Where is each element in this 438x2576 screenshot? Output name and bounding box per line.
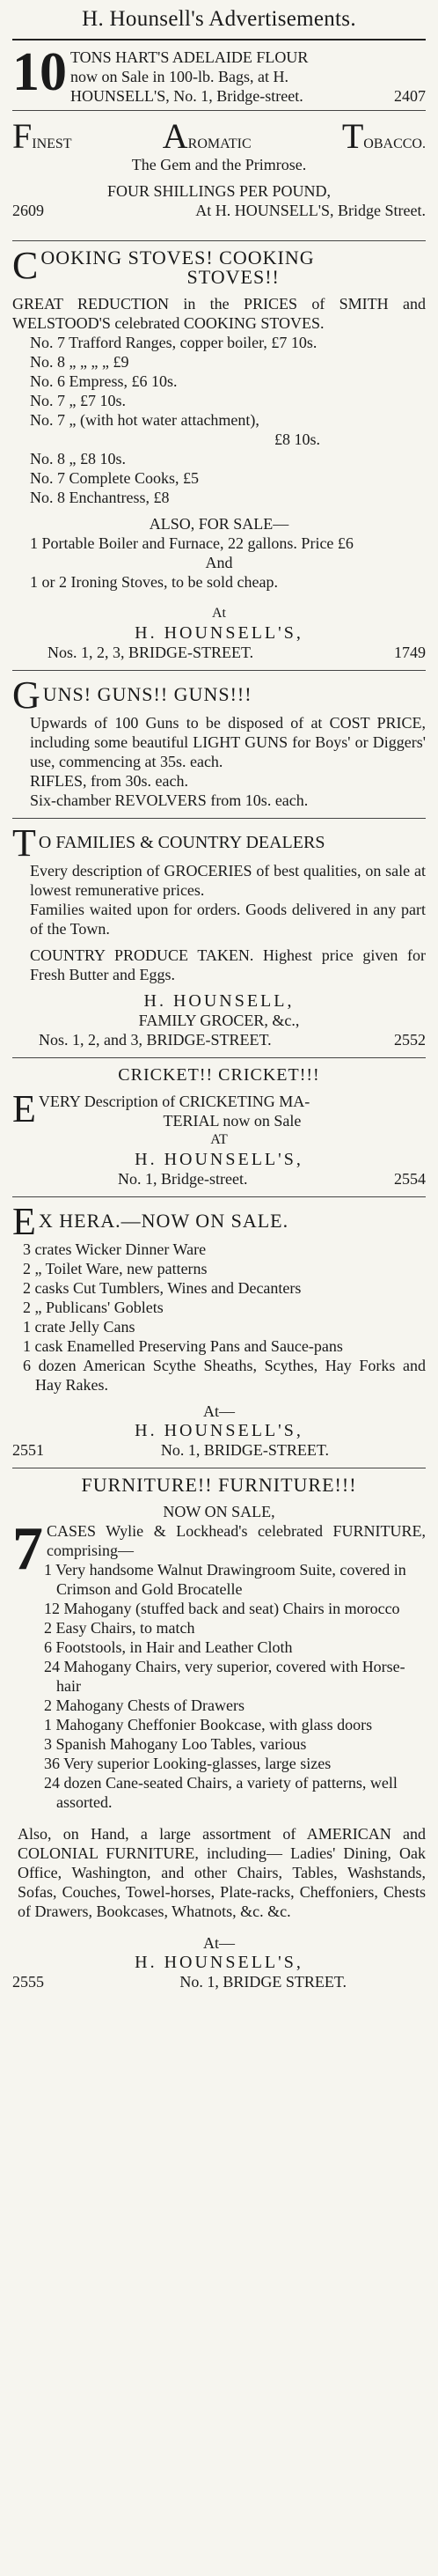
flour-line-3-row <box>70 86 426 106</box>
furniture-item: 12 Mahogany (stuffed back and seat) Chairs in morocco <box>44 1600 400 1617</box>
tobacco-initial-t: T <box>341 116 364 156</box>
cricket-address: No. 1, Bridge-street. <box>118 1170 248 1188</box>
tobacco-initial-f: F <box>12 116 33 156</box>
flour-line-2: now on Sale in 100-lb. Bags, at H. <box>70 68 288 85</box>
cricket-ad <box>12 1058 426 1197</box>
cricket-title: CRICKET!! CRICKET!!! <box>118 1065 320 1085</box>
stoves-item: No. 6 Empress, £6 10s. <box>30 372 178 390</box>
stoves-item: No. 7 Complete Cooks, £5 <box>30 469 199 487</box>
hera-name: H. HOUNSELL'S, <box>135 1421 303 1440</box>
furniture-at: At— <box>203 1934 235 1952</box>
furniture-item: 1 Very handsome Walnut Drawingroom Suite, covered in Crimson and Gold Brocatelle <box>44 1561 406 1598</box>
hera-item: 2 casks Cut Tumblers, Wines and Decanters <box>23 1279 302 1297</box>
families-produce: COUNTRY PRODUCE TAKEN. Highest price given for Fresh Butter and Eggs. <box>30 946 426 983</box>
tobacco-title <box>12 118 426 155</box>
stoves-footer <box>12 643 426 662</box>
flour-line-3: HOUNSELL'S, No. 1, Bridge-street. <box>70 87 303 105</box>
stoves-title-2: STOVES!! <box>186 266 280 288</box>
furniture-item: 36 Very superior Looking-glasses, large sizes <box>44 1755 332 1772</box>
stoves-item: No. 7 „ (with hot water attachment), <box>30 411 259 429</box>
tobacco-word-finest: INEST <box>32 136 72 151</box>
stoves-item: £8 10s. <box>274 431 320 448</box>
stoves-ad-number: 1749 <box>394 644 426 661</box>
cricket-body-1: VERY Description of CRICKETING MA- <box>38 1093 310 1110</box>
families-ad-number: 2552 <box>394 1031 426 1049</box>
stoves-sale-1: 1 Portable Boiler and Furnace, 22 gallons. Price £6 <box>30 534 354 552</box>
stoves-sale-2: 1 or 2 Ironing Stoves, to be sold cheap. <box>30 573 278 591</box>
hera-item: 1 cask Enamelled Preserving Pans and Sauce-pans <box>23 1337 343 1355</box>
hera-item: 2 „ Publicans' Goblets <box>23 1299 164 1316</box>
cricket-footer <box>12 1169 426 1189</box>
furniture-item: 1 Mahogany Cheffonier Bookcase, with glass doors <box>44 1716 373 1733</box>
furniture-also: Also, on Hand, a large assortment of AMERICAN and COLONIAL FURNITURE, including— Ladies' Dining, Oak Office, Washington, and other Chairs, Tables, Washstands, Sofas, Couches, Towel-horses, Plate-racks, Cheffoniers, Chests of Drawers, Bookcases, Whatnots, &c. &c. <box>18 1825 426 1920</box>
hera-item: 6 dozen American Scythe Sheaths, Scythes, Hay Forks and Hay Rakes. <box>23 1357 426 1394</box>
stoves-ad <box>12 241 426 671</box>
stoves-item: No. 7 Trafford Ranges, copper boiler, £7 10s. <box>30 334 318 351</box>
guns-revolvers: Six-chamber REVOLVERS from 10s. each. <box>30 791 309 809</box>
families-title: O FAMILIES & COUNTRY DEALERS <box>38 833 325 852</box>
stoves-item: No. 7 „ £7 10s. <box>30 392 126 409</box>
furniture-ad <box>12 1468 426 1999</box>
furniture-now: NOW ON SALE, <box>163 1503 275 1520</box>
hera-item: 3 crates Wicker Dinner Ware <box>23 1240 207 1258</box>
spacer <box>12 1812 426 1824</box>
hera-address: No. 1, BRIDGE-STREET. <box>160 1441 329 1459</box>
families-drop-letter: T <box>12 821 36 865</box>
stoves-item: No. 8 Enchantress, £8 <box>30 489 170 506</box>
furniture-drop-numeral: 7 <box>12 1515 43 1583</box>
stoves-at: At <box>212 606 226 621</box>
hera-item: 1 crate Jelly Cans <box>23 1318 135 1336</box>
spacer <box>12 174 426 181</box>
tobacco-initial-a: A <box>162 116 188 156</box>
furniture-item: 24 dozen Cane-seated Chairs, a variety of patterns, well assorted. <box>44 1774 398 1811</box>
tobacco-subtitle: The Gem and the Primrose. <box>131 156 307 173</box>
furniture-item: 3 Spanish Mahogany Loo Tables, various <box>44 1735 307 1753</box>
furniture-item: 2 Mahogany Chests of Drawers <box>44 1696 245 1714</box>
stoves-intro: GREAT REDUCTION in the PRICES of SMITH and WELSTOOD'S celebrated COOKING STOVES. <box>12 295 426 332</box>
furniture-footer <box>12 1972 426 1991</box>
stoves-also: ALSO, FOR SALE— <box>149 515 289 533</box>
hera-at: At— <box>203 1402 235 1420</box>
spacer <box>12 1395 426 1402</box>
spacer <box>12 1085 426 1092</box>
guns-body: Upwards of 100 Guns to be disposed of at COST PRICE, including some beautiful LIGHT GUNS for Boys' or Diggers' use, commencing at 35s. each. <box>30 714 426 770</box>
tobacco-ad-number: 2609 <box>12 202 44 219</box>
cricket-ad-number: 2554 <box>394 1170 426 1188</box>
flour-ad-number: 2407 <box>394 87 426 105</box>
guns-title: UNS! GUNS!! GUNS!!! <box>42 683 252 705</box>
stoves-and: And <box>205 554 233 571</box>
tobacco-ad <box>12 111 426 241</box>
tobacco-word-tobacco: OBACCO. <box>363 136 426 151</box>
stoves-name: H. HOUNSELL'S, <box>135 623 303 643</box>
guns-drop-letter: G <box>12 673 40 717</box>
cricket-drop-letter: E <box>12 1087 36 1130</box>
cricket-name: H. HOUNSELL'S, <box>135 1150 303 1169</box>
families-grocer: FAMILY GROCER, &c., <box>138 1012 300 1029</box>
furniture-address: No. 1, BRIDGE STREET. <box>179 1973 347 1991</box>
page-header: H. Hounsell's Advertisements. <box>12 5 426 40</box>
furniture-intro: CASES Wylie & Lockhead's celebrated FURNITURE, comprising— <box>47 1522 426 1559</box>
stoves-item: No. 8 „ £8 10s. <box>30 450 126 467</box>
tobacco-at: At H. HOUNSELL'S, Bridge Street. <box>195 202 426 219</box>
furniture-title: FURNITURE!! FURNITURE!!! <box>81 1474 357 1496</box>
furniture-item: 24 Mahogany Chairs, very superior, covered with Horse-hair <box>44 1658 405 1695</box>
guns-ad <box>12 671 426 819</box>
hera-ad <box>12 1197 426 1468</box>
furniture-item: 6 Footstools, in Hair and Leather Cloth <box>44 1638 293 1656</box>
hera-footer <box>12 1440 426 1460</box>
hera-title: X HERA.—NOW ON SALE. <box>38 1210 289 1232</box>
spacer <box>12 592 426 604</box>
hera-ad-number: 2551 <box>12 1441 44 1459</box>
stoves-drop-letter: C <box>12 244 39 287</box>
spacer <box>12 507 426 514</box>
families-ad <box>12 819 426 1058</box>
tobacco-word-aromatic: ROMATIC <box>187 136 252 151</box>
cricket-body-2: TERIAL now on Sale <box>163 1112 302 1130</box>
families-body: Every description of GROCERIES of best qualities, on sale at lowest remunerative prices. <box>30 862 426 899</box>
spacer <box>12 287 426 294</box>
furniture-name: H. HOUNSELL'S, <box>135 1953 303 1972</box>
stoves-title-1: OOKING STOVES! COOKING <box>40 247 315 269</box>
families-address: Nos. 1, 2, and 3, BRIDGE-STREET. <box>39 1031 272 1049</box>
stoves-item: No. 8 „ „ „ „ £9 <box>30 353 129 371</box>
spacer <box>12 938 426 946</box>
flour-ad <box>12 40 426 111</box>
furniture-item: 2 Easy Chairs, to match <box>44 1619 195 1637</box>
flour-line-1: TONS HART'S ADELAIDE FLOUR <box>70 48 309 66</box>
spacer <box>12 984 426 991</box>
spacer <box>12 1495 426 1502</box>
families-name: H. HOUNSELL, <box>143 991 295 1011</box>
tobacco-price: FOUR SHILLINGS PER POUND, <box>106 182 332 200</box>
hera-drop-letter: E <box>12 1200 36 1243</box>
cricket-at: AT <box>210 1132 228 1147</box>
tobacco-footer <box>12 201 426 220</box>
stoves-address: Nos. 1, 2, 3, BRIDGE-STREET. <box>47 644 254 661</box>
hera-item: 2 „ Toilet Ware, new patterns <box>23 1260 208 1277</box>
guns-rifles: RIFLES, from 30s. each. <box>30 772 188 790</box>
families-waited: Families waited upon for orders. Goods delivered in any part of the Town. <box>30 901 426 938</box>
furniture-ad-number: 2555 <box>12 1973 44 1991</box>
families-footer <box>12 1030 426 1049</box>
flour-drop-numeral: 10 <box>12 42 67 102</box>
spacer <box>12 1921 426 1933</box>
